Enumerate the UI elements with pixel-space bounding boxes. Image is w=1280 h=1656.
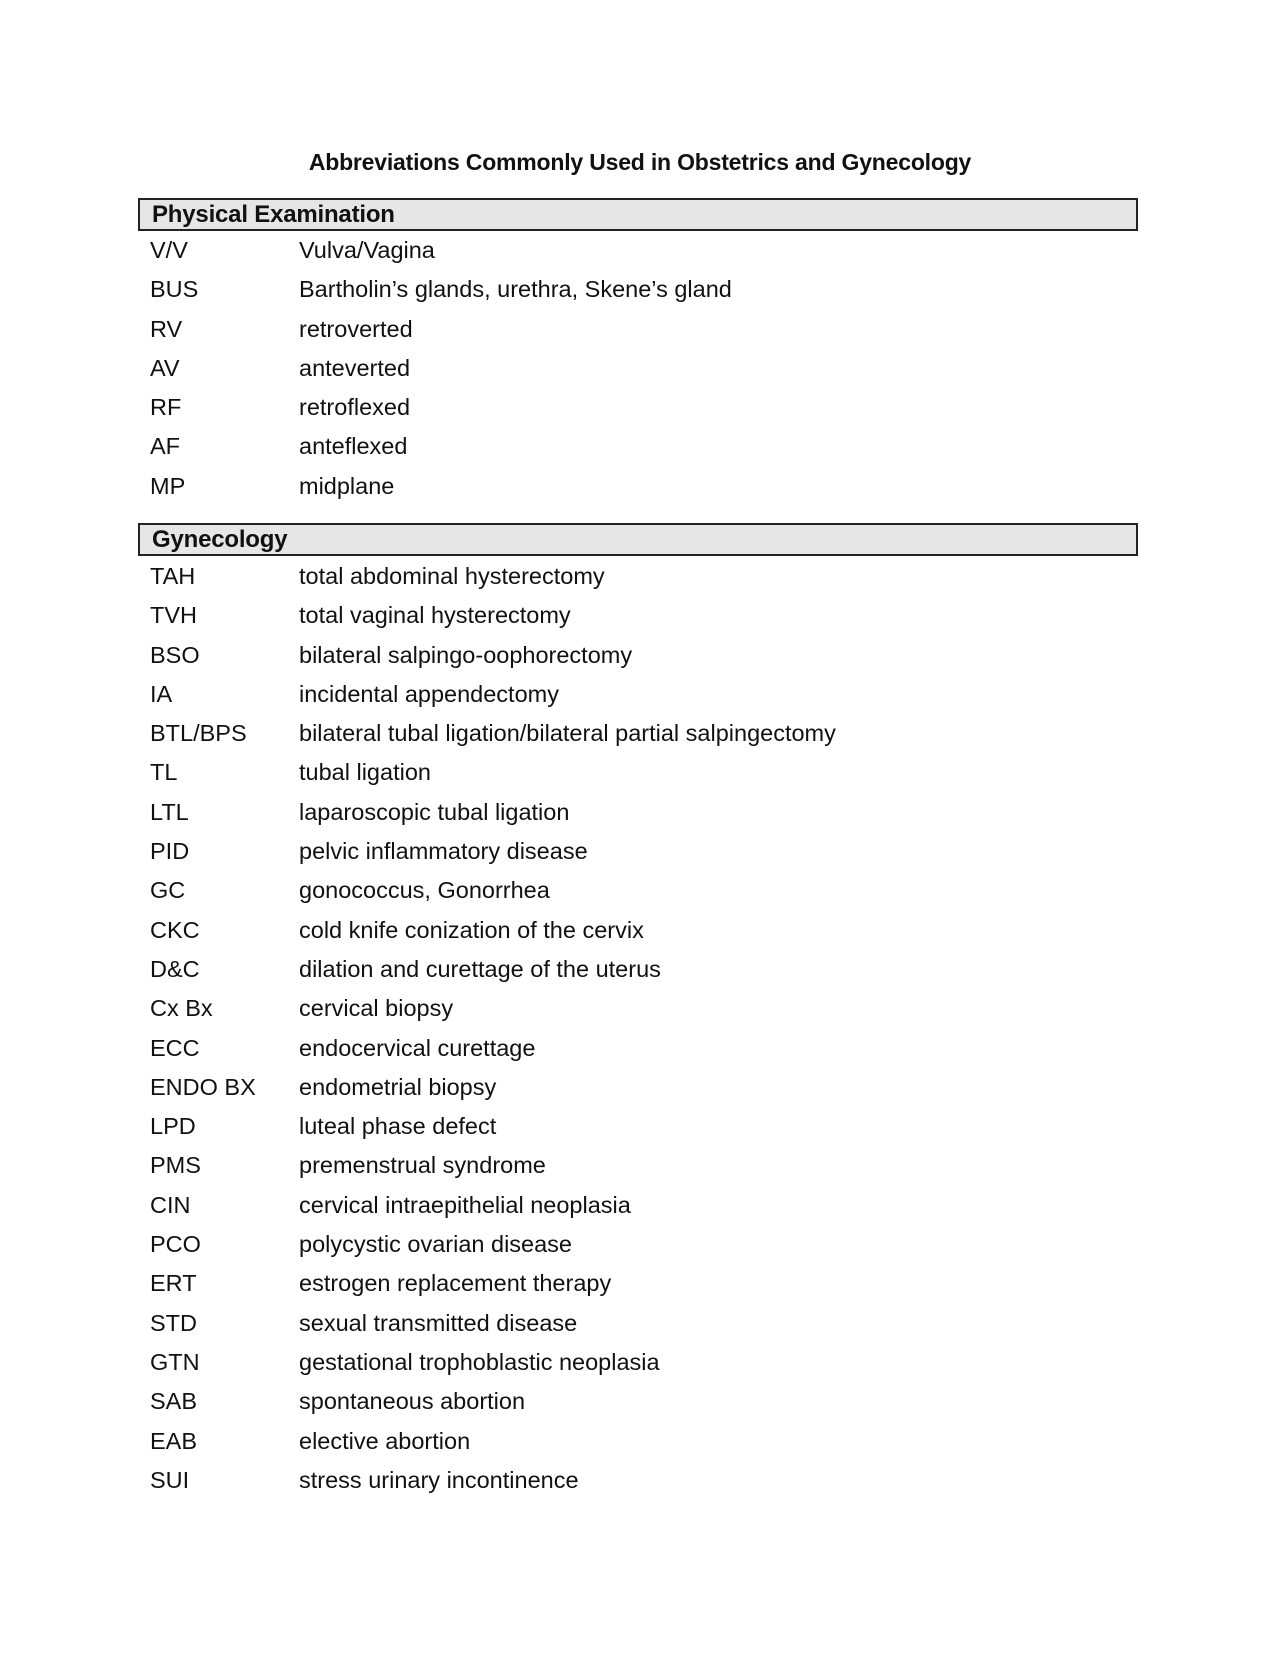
abbreviation: V/V xyxy=(150,237,188,263)
definition: sexual transmitted disease xyxy=(299,1309,578,1336)
list-item xyxy=(138,427,1138,466)
abbreviation: SAB xyxy=(150,1388,198,1415)
list-item xyxy=(138,950,1138,989)
list-item xyxy=(138,714,1138,753)
abbreviation: STD xyxy=(150,1309,197,1336)
definition: anteverted xyxy=(299,354,411,381)
abbreviation: RF xyxy=(150,394,182,421)
abbreviation: ENDO BX xyxy=(150,1073,256,1100)
definition: cervical biopsy xyxy=(299,995,454,1022)
list-item xyxy=(138,832,1138,871)
list-item xyxy=(138,871,1138,910)
abbreviation: CIN xyxy=(150,1191,191,1218)
definition: endocervical curettage xyxy=(299,1034,536,1061)
definition: retroverted xyxy=(299,315,413,342)
section-gynecology xyxy=(138,523,1138,1500)
list-item xyxy=(138,911,1138,950)
abbreviation: SUI xyxy=(150,1466,190,1493)
definition: laparoscopic tubal ligation xyxy=(299,798,570,825)
list-item xyxy=(138,636,1138,675)
list-item xyxy=(138,231,1138,270)
definition: luteal phase defect xyxy=(299,1113,497,1140)
abbreviation: BSO xyxy=(150,641,200,668)
definition: cervical intraepithelial neoplasia xyxy=(299,1191,631,1218)
abbreviation: MP xyxy=(150,472,186,499)
abbreviation: D&C xyxy=(150,955,200,982)
list-item xyxy=(138,1029,1138,1068)
abbreviation-list xyxy=(138,557,1138,1500)
definition: spontaneous abortion xyxy=(299,1388,526,1415)
list-item xyxy=(138,1068,1138,1107)
abbreviation: PMS xyxy=(150,1152,201,1179)
list-item xyxy=(138,1186,1138,1225)
abbreviation: LTL xyxy=(150,798,189,825)
definition: polycystic ovarian disease xyxy=(299,1231,572,1258)
abbreviation: ECC xyxy=(150,1034,200,1061)
abbreviation: GTN xyxy=(150,1348,200,1375)
abbreviation: TAH xyxy=(150,563,196,589)
definition: gestational trophoblastic neoplasia xyxy=(299,1348,660,1375)
list-item xyxy=(138,1343,1138,1382)
abbreviation: TL xyxy=(150,759,178,786)
section-heading: Physical Examination xyxy=(138,198,1138,231)
abbreviation: EAB xyxy=(150,1427,198,1454)
definition: tubal ligation xyxy=(299,759,431,786)
definition: total abdominal hysterectomy xyxy=(299,563,605,589)
abbreviation: PID xyxy=(150,838,190,865)
abbreviation: BUS xyxy=(150,276,199,303)
list-item xyxy=(138,1461,1138,1500)
abbreviation: PCO xyxy=(150,1231,201,1258)
definition: total vaginal hysterectomy xyxy=(299,602,571,629)
section-physical-examination xyxy=(138,198,1138,506)
list-item xyxy=(138,793,1138,832)
definition: bilateral tubal ligation/bilateral partial salpingectomy xyxy=(299,720,836,747)
abbreviation: ERT xyxy=(150,1270,197,1297)
list-item xyxy=(138,270,1138,309)
list-item xyxy=(138,467,1138,506)
list-item xyxy=(138,557,1138,596)
definition: stress urinary incontinence xyxy=(299,1466,579,1493)
abbreviation: Cx Bx xyxy=(150,995,213,1022)
abbreviation: RV xyxy=(150,315,183,342)
list-item xyxy=(138,1382,1138,1421)
definition: midplane xyxy=(299,472,395,499)
definition: bilateral salpingo-oophorectomy xyxy=(299,641,633,668)
list-item xyxy=(138,1422,1138,1461)
abbreviation: GC xyxy=(150,877,186,904)
definition: endometrial biopsy xyxy=(299,1073,497,1100)
list-item xyxy=(138,310,1138,349)
definition: anteflexed xyxy=(299,433,408,460)
definition: premenstrual syndrome xyxy=(299,1152,546,1179)
list-item xyxy=(138,1146,1138,1185)
list-item xyxy=(138,989,1138,1028)
definition: elective abortion xyxy=(299,1427,471,1454)
definition: pelvic inflammatory disease xyxy=(299,838,588,865)
list-item xyxy=(138,1107,1138,1146)
abbreviation: IA xyxy=(150,680,173,707)
list-item xyxy=(138,675,1138,714)
section-heading: Gynecology xyxy=(138,523,1138,556)
definition: cold knife conization of the cervix xyxy=(299,916,644,943)
abbreviation: CKC xyxy=(150,916,200,943)
list-item xyxy=(138,753,1138,792)
definition: gonococcus, Gonorrhea xyxy=(299,877,550,904)
definition: Bartholin’s glands, urethra, Skene’s gland xyxy=(299,276,732,303)
list-item xyxy=(138,1225,1138,1264)
definition: incidental appendectomy xyxy=(299,680,559,707)
list-item xyxy=(138,1304,1138,1343)
abbreviation: AV xyxy=(150,354,180,381)
list-item xyxy=(138,596,1138,635)
list-item xyxy=(138,1264,1138,1303)
abbreviation-list xyxy=(138,231,1138,506)
definition: Vulva/Vagina xyxy=(299,237,435,263)
abbreviation: AF xyxy=(150,433,181,460)
definition: estrogen replacement therapy xyxy=(299,1270,612,1297)
abbreviation: TVH xyxy=(150,602,197,629)
abbreviation: LPD xyxy=(150,1113,196,1140)
list-item xyxy=(138,388,1138,427)
page-title: Abbreviations Commonly Used in Obstetrics and Gynecology xyxy=(308,149,972,175)
definition: retroflexed xyxy=(299,394,411,421)
abbreviation: BTL/BPS xyxy=(150,720,247,747)
list-item xyxy=(138,349,1138,388)
definition: dilation and curettage of the uterus xyxy=(299,955,661,982)
